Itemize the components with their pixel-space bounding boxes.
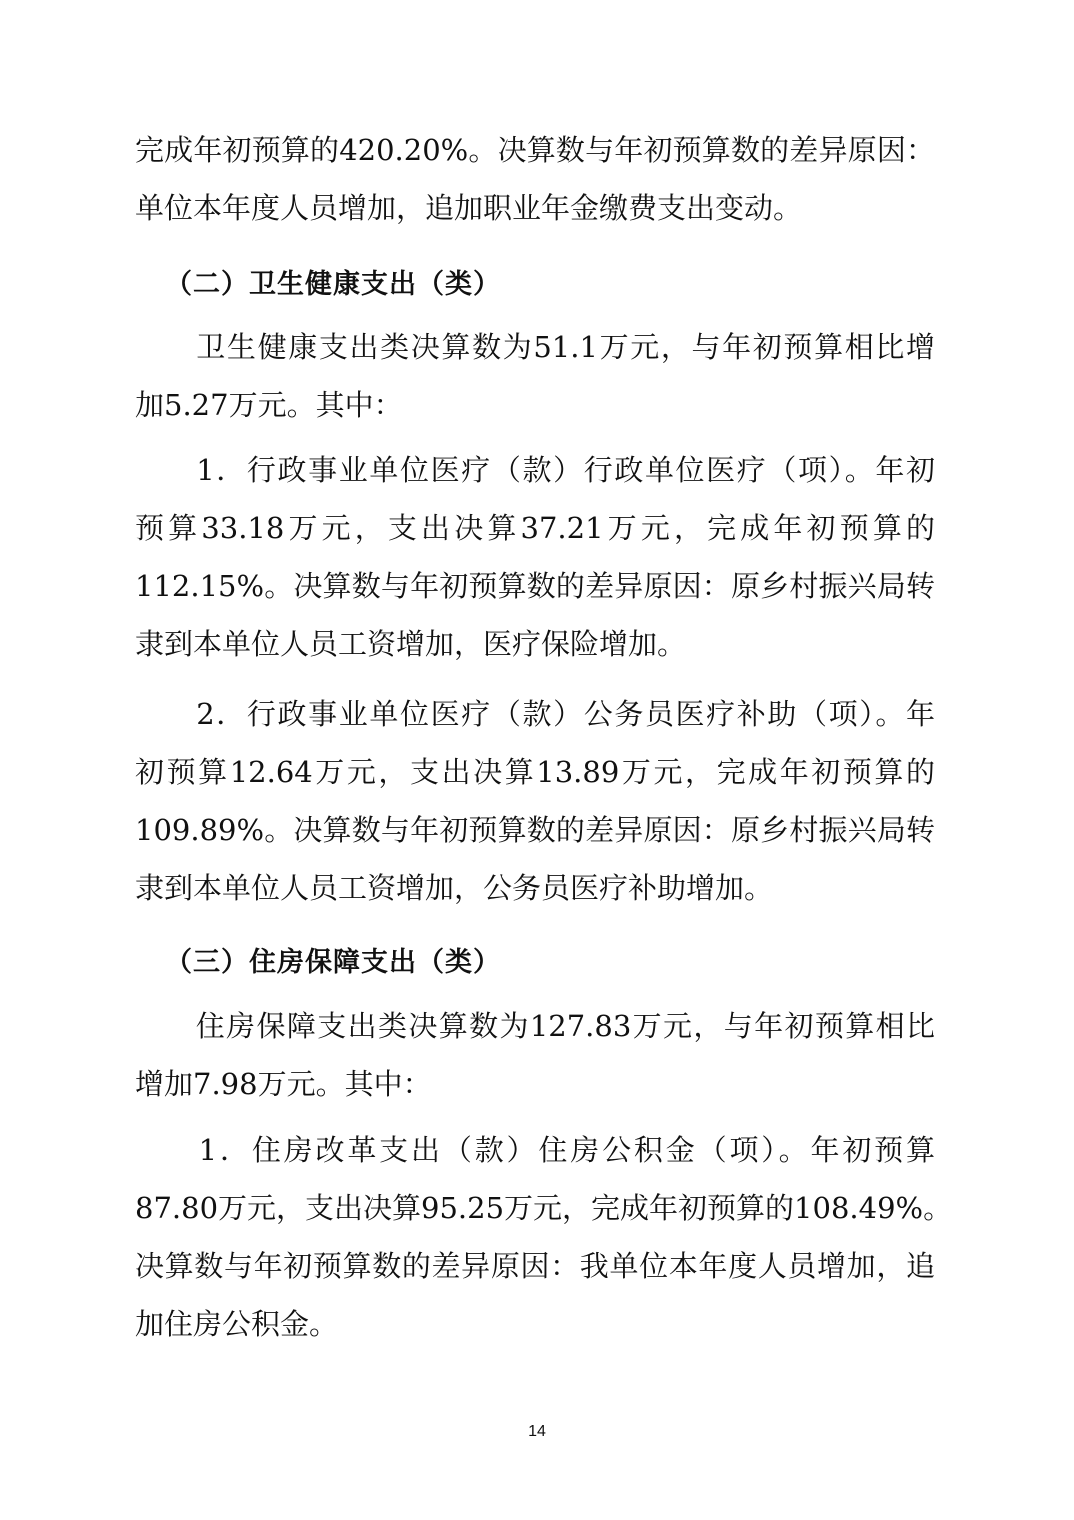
text-line: 109.89%。决算数与年初预算数的差异原因：原乡村振兴局转: [135, 813, 935, 847]
text-line: 增加7.98万元。其中：: [135, 1067, 432, 1101]
text-line: 87.80万元，支出决算95.25万元，完成年初预算的108.49%。: [135, 1191, 953, 1225]
intro-paragraph: [135, 121, 935, 237]
text-line: 决算数与年初预算数的差异原因：我单位本年度人员增加，追: [135, 1249, 935, 1283]
housing-summary-paragraph: [135, 997, 935, 1113]
text-line: 加5.27万元。其中：: [135, 388, 403, 422]
text-line: 隶到本单位人员工资增加，公务员医疗补助增加。: [135, 871, 774, 905]
page-number: 14: [528, 1423, 546, 1440]
text-line: 住房保障支出类决算数为127.83万元，与年初预算相比: [135, 1009, 935, 1043]
housing-item-1-paragraph: [135, 1121, 953, 1353]
text-line: 1．住房改革支出（款）住房公积金（项）。年初预算: [135, 1133, 935, 1167]
text-line: 1．行政事业单位医疗（款）行政单位医疗（项）。年初: [135, 453, 935, 487]
text-line: 2．行政事业单位医疗（款）公务员医疗补助（项）。年: [135, 697, 935, 731]
text-line: 完成年初预算的420.20%。决算数与年初预算数的差异原因：: [135, 133, 935, 167]
text-line: 加住房公积金。: [135, 1307, 339, 1341]
text-line: 初预算12.64万元，支出决算13.89万元，完成年初预算的: [135, 755, 935, 789]
text-line: 112.15%。决算数与年初预算数的差异原因：原乡村振兴局转: [135, 569, 935, 603]
section-heading-housing: （三）住房保障支出（类）: [165, 947, 501, 978]
section-heading-health: （二）卫生健康支出（类）: [165, 269, 501, 300]
health-summary-paragraph: [135, 318, 935, 434]
text-line: 预算33.18万元，支出决算37.21万元，完成年初预算的: [135, 511, 935, 545]
health-item-2-paragraph: [135, 685, 935, 917]
health-item-1-paragraph: [135, 441, 935, 673]
text-line: 隶到本单位人员工资增加，医疗保险增加。: [135, 627, 687, 661]
text-line: 单位本年度人员增加，追加职业年金缴费支出变动。: [135, 191, 803, 225]
text-line: 卫生健康支出类决算数为51.1万元，与年初预算相比增: [135, 330, 935, 364]
